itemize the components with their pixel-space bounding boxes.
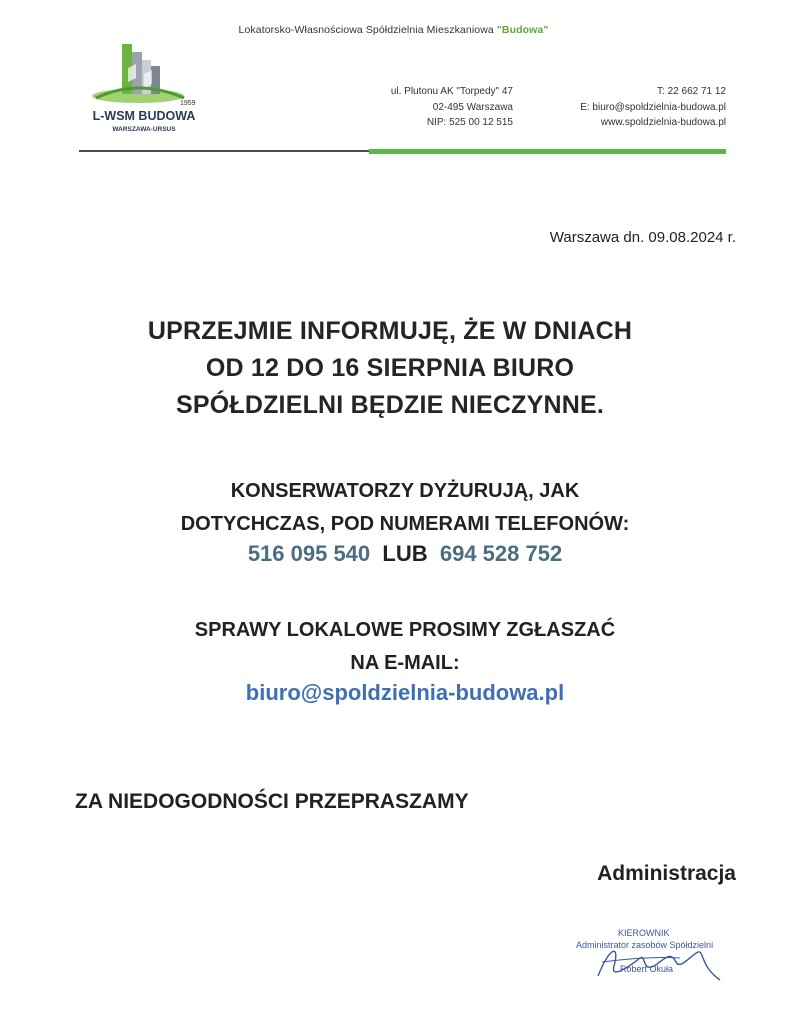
heading-line: SPÓŁDZIELNI BĘDZIE NIECZYNNE.: [175, 391, 605, 419]
logo-year: 1959: [180, 100, 196, 107]
address-city: 02-495 Warszawa: [432, 101, 513, 113]
local-matters-line: SPRAWY LOKALOWE PROSIMY ZGŁASZAĆ: [194, 619, 616, 641]
cooperative-logo: [88, 38, 208, 143]
org-full-name: [0, 24, 787, 36]
phone-number-1[interactable]: 516 095 540: [247, 541, 371, 566]
stamp-title: KIEROWNIK: [618, 928, 670, 938]
local-matters-line: NA E-MAIL:: [350, 652, 460, 674]
heading-line: OD 12 DO 16 SIERPNIA BIURO: [205, 354, 575, 382]
logo-city: WARSZAWA-URSUS: [112, 126, 176, 133]
stamp-role: Administrator zasobów Spółdzielni: [576, 940, 714, 950]
notice-heading: [60, 313, 720, 424]
building-logo-icon: [88, 38, 200, 108]
address-street: ul. Plutonu AK "Torpedy" 47: [390, 86, 513, 97]
phone-number-2[interactable]: 694 528 752: [439, 541, 563, 566]
logo-brand: L-WSM BUDOWA: [92, 109, 196, 123]
org-name-prefix: Lokatorsko-Własnościowa Spółdzielnia Mieszkaniowa: [238, 24, 494, 36]
contact-website[interactable]: www.spoldzielnia-budowa.pl: [600, 117, 726, 128]
document-date: Warszawa dn. 09.08.2024 r.: [549, 229, 736, 246]
stamp-person: Robert Okuła: [620, 964, 674, 974]
maintenance-paragraph: [60, 475, 750, 541]
header-divider-green: [369, 149, 726, 154]
apology-line: ZA NIEDOGODNOŚCI PRZEPRASZAMY: [75, 790, 469, 813]
org-name-quoted: "Budowa": [496, 24, 549, 36]
phone-joiner: LUB: [382, 541, 428, 566]
report-email[interactable]: biuro@spoldzielnia-budowa.pl: [245, 680, 565, 705]
local-matters-paragraph: [60, 614, 750, 680]
signature-stamp: [560, 928, 740, 988]
maintenance-line: DOTYCHCZAS, POD NUMERAMI TELEFONÓW:: [180, 513, 630, 535]
maintenance-line: KONSERWATORZY DYŻURUJĄ, JAK: [230, 480, 580, 502]
contact-email[interactable]: E: biuro@spoldzielnia-budowa.pl: [580, 101, 726, 113]
phone-numbers: [60, 541, 750, 567]
heading-line: UPRZEJMIE INFORMUJĘ, ŻE W DNIACH: [147, 317, 633, 345]
signoff-administration: Administracja: [597, 862, 736, 885]
contact-phone: T: 22 662 71 12: [657, 86, 726, 97]
postal-address: [330, 84, 513, 131]
header-divider-gray: [79, 150, 369, 152]
handwritten-signature-icon: [580, 936, 730, 986]
address-nip: NIP: 525 00 12 515: [426, 117, 513, 128]
contact-info: [520, 84, 726, 131]
